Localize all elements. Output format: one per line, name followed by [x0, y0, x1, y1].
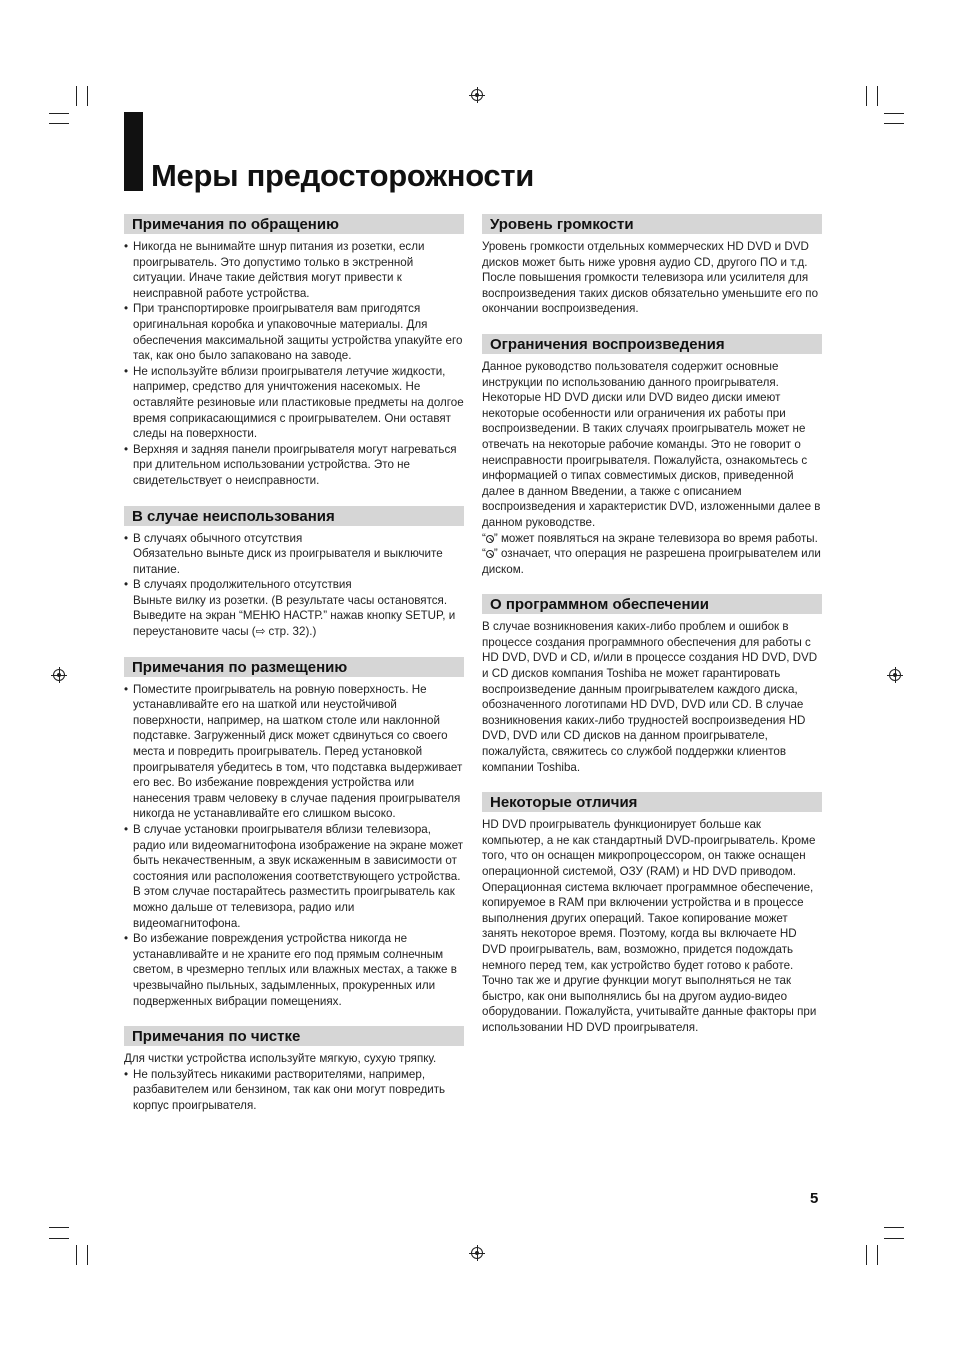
section-heading: Ограничения воспроизведения	[482, 334, 822, 354]
list-item: • Не используйте вблизи проигрывателя летучие жидкости, например, средство для уничтожения насекомых. Не оставляйте резиновые или пластиковые предметы на долгое время соприкасающимися с проигрывателем. Они оставят следы на поверхности.	[124, 364, 464, 442]
paragraph: Для чистки устройства используйте мягкую, сухую тряпку.	[124, 1052, 437, 1066]
list-item-title: В случаях продолжительного отсутствия	[133, 578, 352, 592]
bullet-list	[124, 1067, 464, 1114]
crop-mark	[877, 1245, 878, 1265]
section-nonuse	[124, 506, 464, 640]
bullet-list	[124, 239, 464, 489]
list-item: • Не пользуйтесь никакими растворителями, например, разбавителем или бензином, так как они могут повредить корпус проигрывателя.	[124, 1067, 464, 1114]
section-restrictions	[482, 334, 822, 577]
paragraph: “ ” может появляться на экране телевизора во время работы. “ ” означает, что операция не разрешена проигрывателем или диском.	[482, 531, 821, 576]
crop-mark	[87, 1245, 88, 1265]
section-heading: Примечания по чистке	[124, 1026, 464, 1046]
paragraph-text: ” означает, что операция не разрешена проигрывателем или диском.	[482, 547, 821, 576]
registration-mark-icon	[471, 1247, 483, 1259]
section-heading: О программном обеспечении	[482, 594, 822, 614]
section-heading: Уровень громкости	[482, 214, 822, 234]
list-item-title: В случаях обычного отсутствия	[133, 531, 303, 545]
list-item: • При транспортировке проигрывателя вам пригодятся оригинальная коробка и упаковочные материалы. Для обеспечения максимальной защиты устройства упакуйте его так, как оно было запаковано на заводе.	[124, 301, 464, 363]
crop-mark	[884, 113, 904, 114]
right-column	[482, 214, 822, 1053]
section-heading: Примечания по размещению	[124, 657, 464, 677]
paragraph: HD DVD проигрыватель функционирует больше как компьютер, а не как стандартный DVD-проигрыватель. Кроме того, что он оснащен микропроцессором, он также оснащен операционной системой, ОЗУ (RAM) и HD DVD приводом. Операционная система включает программное обеспечение, копируемое в RAM при включении устройства и в процессе выполнения других операций. Такое копирование может занять некоторое время. Поэтому, когда вы включаете HD DVD проигрыватель, вам, возможно, придется подождать немного перед тем, как устройство будет готово к работе. Точно так же и другие функции могут выполняться не так быстро, как они выполнялись бы на другом аудио-видео оборудовании. Пожалуйста, учитывайте данные факторы при использовании HD DVD проигрывателя.	[482, 818, 817, 1034]
section-handling	[124, 214, 464, 489]
section-heading: Некоторые отличия	[482, 792, 822, 812]
registration-mark-icon	[889, 669, 901, 681]
list-item: • Поместите проигрыватель на ровную поверхность. Не устанавливайте его на шаткой или неустойчивой поверхности, например, на шатком столе или наклонной подставке. Загруженный диск может сдвинуться со своего места и повредить проигрыватель. Перед установкой проигрывателя убедитесь в том, что подставка выдерживает его вес. Во избежание повреждения устройства или нанесения травм человеку в случае падения проигрывателя никогда не устанавливайте его слишком высоко.	[124, 682, 464, 822]
list-item: • Во избежание повреждения устройства никогда не устанавливайте и не храните его под прямым солнечным светом, в чрезмерно теплых или влажных местах, а также в чрезвычайно пыльных, задымленных, прокуренных или подверженных вибрации помещениях.	[124, 931, 464, 1009]
section-heading: В случае неиспользования	[124, 506, 464, 526]
crop-mark	[76, 86, 77, 106]
prohibited-icon	[486, 550, 494, 558]
crop-mark	[49, 1227, 69, 1228]
prohibited-icon	[486, 535, 494, 543]
bullet-list	[124, 531, 464, 640]
crop-mark	[76, 1245, 77, 1265]
crop-mark	[49, 1238, 69, 1239]
crop-mark	[49, 113, 69, 114]
crop-mark	[884, 1238, 904, 1239]
crop-mark	[49, 123, 69, 124]
section-placement	[124, 657, 464, 1009]
left-column	[124, 214, 464, 1131]
section-differences	[482, 792, 822, 1035]
list-item	[124, 531, 464, 578]
title-accent-bar	[124, 112, 143, 191]
section-volume	[482, 214, 822, 317]
paragraph: В случае возникновения каких-либо проблем и ошибок в процессе создания программного обеспечения для работы с HD DVD, DVD и CD, и/или в процессе создания HD DVD, DVD и CD дисков компания Toshiba не может гарантировать воспроизведение данным проигрывателем каждого диска, обозначенного логотипами HD DVD, DVD или CD. В случае возникновения каких-либо трудностей воспроизведения HD DVD, DVD или CD дисков на данном проигрывателе, пожалуйста, свяжитесь со службой поддержки клиентов компании Toshiba.	[482, 620, 818, 774]
crop-mark	[87, 86, 88, 106]
section-software	[482, 594, 822, 775]
list-item: • Никогда не вынимайте шнур питания из розетки, если проигрыватель. Это допустимо только в экстренной ситуации. Иначе такие действия могут привести к неисправной работе устройства.	[124, 239, 464, 301]
paragraph-text: ” может появляться на экране телевизора во время работы. “	[482, 531, 818, 561]
crop-mark	[884, 123, 904, 124]
crop-mark	[884, 1227, 904, 1228]
registration-mark-icon	[53, 669, 65, 681]
list-item: • Верхняя и задняя панели проигрывателя могут нагреваться при длительном использовании устройства. Это не свидетельствует о неисправности.	[124, 442, 464, 489]
list-item-text: Обязательно выньте диск из проигрывателя и выключите питание.	[133, 547, 443, 576]
bullet-list	[124, 682, 464, 1009]
list-item: • В случае установки проигрывателя вблизи телевизора, радио или видеомагнитофона изображение на экране может быть некачественным, а звук искаженным в зависимости от состояния или расположения соответствующего устройства. В этом случае постарайтесь разместить проигрыватель как можно дальше от телевизора, радио или видеомагнитофона.	[124, 822, 464, 931]
list-item	[124, 577, 464, 639]
registration-mark-icon	[471, 89, 483, 101]
paragraph: Данное руководство пользователя содержит основные инструкции по использованию данного проигрывателя. Некоторые HD DVD диски или DVD видео диски имеют некоторые особенности или ограничения их работы при воспроизведении. В таких случаях проигрыватель может не отвечать на некоторые рабочие команды. Это не говорит о неисправности проигрывателя. Пожалуйста, ознакомьтесь с информацией о типах совместимых дисков, приведенной далее в данном Введении, а также с описанием воспроизведения и характеристик DVD, изложенными далее в данном руководстве.	[482, 359, 821, 529]
list-item-text: Выньте вилку из розетки. (В результате часы остановятся. Выведите на экран “МЕНЮ НАСТР.” нажав кнопку SETUP, и переустановите часы (⇨ стр. 32).)	[133, 593, 456, 639]
page-title: Меры предосторожности	[151, 158, 535, 193]
paragraph: Уровень громкости отдельных коммерческих HD DVD и DVD дисков может быть ниже уровня аудио CD, другого ПО и т.д. После повышения громкости телевизора или усилителя для воспроизведения таких дисков обязательно уменьшите его по окончании воспроизведения.	[482, 240, 819, 316]
section-heading: Примечания по обращению	[124, 214, 464, 234]
crop-mark	[866, 1245, 867, 1265]
section-cleaning	[124, 1026, 464, 1113]
crop-mark	[866, 86, 867, 106]
page-number: 5	[810, 1190, 819, 1207]
crop-mark	[877, 86, 878, 106]
